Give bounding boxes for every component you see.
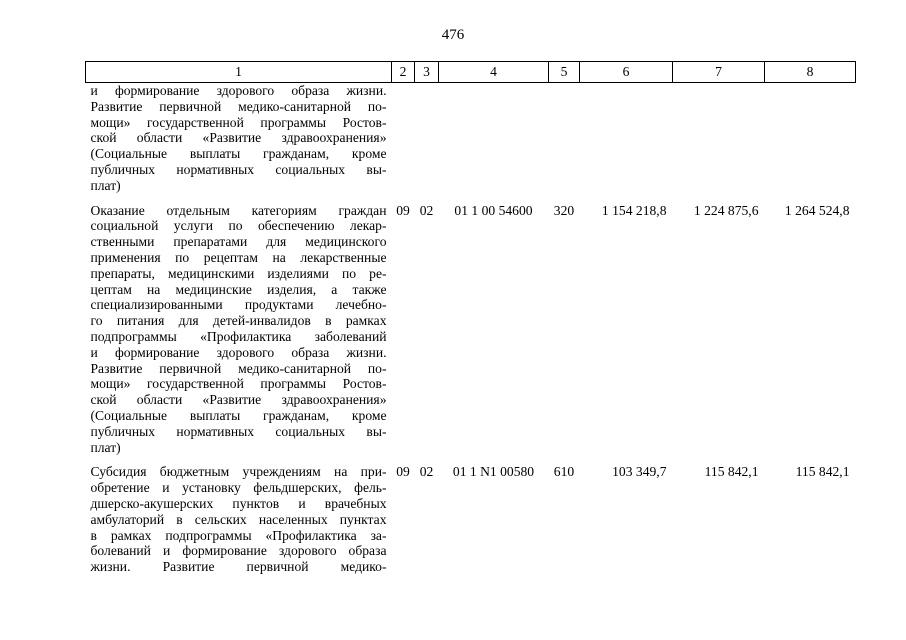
cell-section: 09 (396, 202, 410, 218)
description-line: (Социальные выплаты гражданам, кроме (90, 407, 387, 423)
cell-target-code (439, 83, 549, 202)
description-line: и формирование здорового образа жизни. (90, 344, 387, 360)
description-line: публичных нормативных социальных вы- (90, 423, 387, 439)
description-line: препараты, медицинскими изделиями по ре- (90, 265, 387, 281)
cell-section: 09 (396, 464, 410, 480)
column-header-1: 1 (86, 62, 392, 83)
cell-expense-type: 320 (553, 202, 575, 218)
description-line: (Социальные выплаты гражданам, кроме (90, 146, 387, 162)
cell-amount-year1: 1 154 218,8 (601, 202, 667, 218)
description-line: публичных нормативных социальных вы- (90, 161, 387, 177)
description-line: ственными препаратами для медицинского (90, 234, 387, 250)
row-description (86, 83, 392, 202)
description-line: цептам на медицинские изделия, а также (90, 281, 387, 297)
description-line: плат) (90, 439, 121, 455)
table-row (86, 463, 856, 575)
cell-amount-year1: 103 349,7 (612, 464, 667, 480)
description-line: Развитие первичной медико-санитарной по- (90, 98, 387, 114)
cell-amount-year3 (765, 83, 856, 202)
cell-subsection: 02 (419, 464, 434, 480)
description-line: ской области «Развитие здравоохранения» (90, 130, 387, 146)
table-row (86, 83, 856, 202)
cell-target-code: 01 1 00 54600 (454, 202, 533, 218)
description-line: болеваний и формирование здорового образа (90, 543, 387, 559)
description-line: амбулаторий в сельских населенных пунктах (90, 511, 387, 527)
column-header-3: 3 (415, 62, 439, 83)
description-line: социальной услуги по обеспечению лекар- (90, 218, 387, 234)
description-line: плат) (90, 177, 121, 193)
description-line: мощи» государственной программы Ростов- (90, 114, 387, 130)
description-line: в рамках подпрограммы «Профилактика за- (90, 527, 387, 543)
cell-expense-type (549, 83, 580, 202)
cell-amount-year2 (673, 83, 765, 202)
column-header-6: 6 (580, 62, 673, 83)
row-description (86, 463, 392, 575)
description-line: дшерско-акушерских пунктов и врачебных (90, 495, 387, 511)
description-line: подпрограммы «Профилактика заболеваний (90, 328, 387, 344)
row-description (86, 202, 392, 464)
column-header-2: 2 (392, 62, 415, 83)
cell-amount-year3: 1 264 524,8 (784, 202, 850, 218)
budget-table (85, 61, 856, 575)
table-row (86, 202, 856, 464)
description-line: жизни. Развитие первичной медико- (90, 559, 387, 575)
description-line: ской области «Развитие здравоохранения» (90, 392, 387, 408)
column-header-4: 4 (439, 62, 549, 83)
description-line: Оказание отдельным категориям граждан (90, 202, 387, 218)
page-number: 476 (441, 27, 465, 43)
header-row (86, 62, 856, 83)
cell-amount-year2: 1 224 875,6 (693, 202, 759, 218)
cell-amount-year1 (580, 83, 673, 202)
description-line: Развитие первичной медико-санитарной по- (90, 360, 387, 376)
column-header-5: 5 (549, 62, 580, 83)
cell-section (392, 83, 415, 202)
description-line: Субсидия бюджетным учреждениям на при- (90, 464, 387, 480)
table-header (86, 62, 856, 83)
cell-subsection (415, 83, 439, 202)
description-line: и формирование здорового образа жизни. (90, 83, 387, 98)
table-body (86, 83, 856, 575)
cell-subsection: 02 (419, 202, 434, 218)
column-header-8: 8 (765, 62, 856, 83)
description-line: специализированными продуктами лечебно- (90, 297, 387, 313)
column-header-7: 7 (673, 62, 765, 83)
cell-target-code: 01 1 N1 00580 (452, 464, 535, 480)
description-line: го питания для детей-инвалидов в рамках (90, 313, 387, 329)
cell-amount-year3: 115 842,1 (795, 464, 850, 480)
description-line: обретение и установку фельдшерских, фель- (90, 480, 387, 496)
description-line: применения по рецептам на лекарственные (90, 249, 387, 265)
cell-amount-year2: 115 842,1 (704, 464, 759, 480)
description-line: мощи» государственной программы Ростов- (90, 376, 387, 392)
cell-expense-type: 610 (553, 464, 575, 480)
